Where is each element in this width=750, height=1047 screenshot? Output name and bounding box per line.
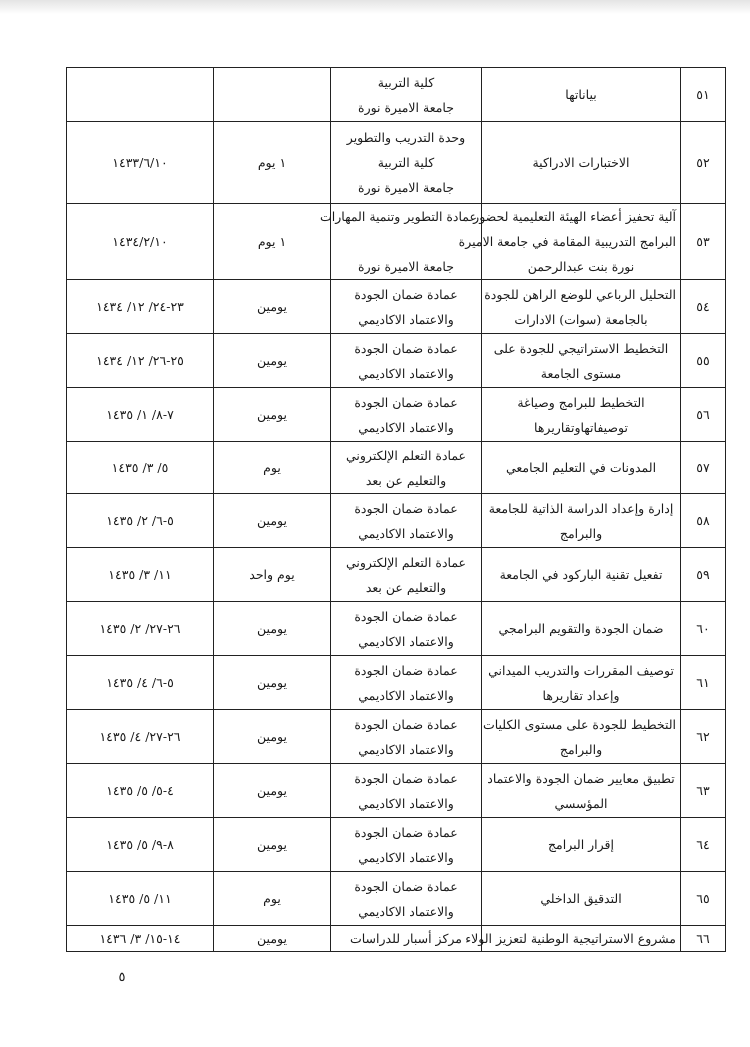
date-cell: ٧-٨/ ١/ ١٤٣٥ — [67, 388, 214, 442]
duration-cell: يوم — [214, 442, 331, 494]
org-line: وحدة التدريب والتطوير — [346, 130, 466, 145]
program-title-cell — [482, 334, 681, 388]
org-line: عمادة ضمان الجودة — [354, 340, 458, 356]
org-line: عمادة ضمان الجودة — [354, 716, 458, 732]
table-row — [67, 764, 726, 818]
table-row — [67, 818, 726, 872]
table-row — [67, 442, 726, 494]
organizer-cell — [331, 442, 482, 494]
table-row — [67, 68, 726, 122]
date-cell: ٢٣-٢٤/ ١٢/ ١٤٣٤ — [67, 280, 214, 334]
title-line: البرامج التدريبية المقامة في جامعة الاميرة — [458, 234, 676, 249]
duration-cell: يومين — [214, 388, 331, 442]
program-title-cell — [482, 656, 681, 710]
program-title-cell — [482, 818, 681, 872]
org-line: عمادة ضمان الجودة — [354, 394, 458, 410]
organizer-cell — [331, 388, 482, 442]
duration-cell: يومين — [214, 334, 331, 388]
organizer-cell — [331, 548, 482, 602]
organizer-cell — [331, 818, 482, 872]
title-line: التخطيط للبرامج وصياغة — [517, 394, 645, 410]
row-number-cell: ٦٥ — [681, 872, 726, 926]
org-line: عمادة ضمان الجودة — [354, 286, 458, 302]
date-cell: ١٤٣٤/٢/١٠ — [67, 204, 214, 280]
org-line: عمادة ضمان الجودة — [354, 608, 458, 624]
org-line: والاعتماد الاكاديمي — [358, 365, 454, 381]
program-title-cell — [482, 442, 681, 494]
title-line: التحليل الرباعي للوضع الراهن للجودة — [484, 286, 676, 302]
org-line: عمادة ضمان الجودة — [354, 824, 458, 840]
row-number-cell: ٦٢ — [681, 710, 726, 764]
org-line: والاعتماد الاكاديمي — [358, 419, 454, 435]
organizer-cell — [331, 764, 482, 818]
organizer-cell — [331, 602, 482, 656]
table-row — [67, 926, 726, 952]
date-cell: ١١/ ٣/ ١٤٣٥ — [67, 548, 214, 602]
title-line: آلية تحفيز أعضاء الهيئة التعليمية لحضور — [473, 209, 676, 224]
title-line: والبرامج — [559, 525, 603, 541]
table-row — [67, 494, 726, 548]
org-line: عمادة التطوير وتنمية المهارات — [319, 209, 477, 224]
table-row — [67, 656, 726, 710]
org-line: عمادة ضمان الجودة — [354, 662, 458, 678]
table-body — [67, 68, 726, 952]
training-records-table — [66, 67, 726, 952]
duration-cell: يومين — [214, 926, 331, 952]
title-line: التدقيق الداخلي — [540, 891, 622, 906]
row-number-cell: ٥٧ — [681, 442, 726, 494]
duration-cell: يومين — [214, 656, 331, 710]
title-line: توصيفاتهاوتقاريرها — [534, 419, 628, 435]
org-line: جامعة الاميرة نورة — [358, 99, 454, 115]
row-number-cell: ٥٢ — [681, 122, 726, 204]
org-line: والاعتماد الاكاديمي — [358, 633, 454, 649]
row-number-cell: ٦٠ — [681, 602, 726, 656]
row-number-cell: ٥١ — [681, 68, 726, 122]
row-number-cell: ٦٤ — [681, 818, 726, 872]
duration-cell: يومين — [214, 764, 331, 818]
title-line: التخطيط للجودة على مستوى الكليات — [482, 716, 676, 732]
title-line: مستوى الجامعة — [540, 365, 622, 381]
row-number-cell: ٥٩ — [681, 548, 726, 602]
org-line: والاعتماد الاكاديمي — [358, 525, 454, 541]
organizer-cell — [331, 122, 482, 204]
table-row — [67, 548, 726, 602]
program-title-cell — [482, 548, 681, 602]
organizer-cell — [331, 334, 482, 388]
row-number-cell: ٥٤ — [681, 280, 726, 334]
program-title-cell — [482, 764, 681, 818]
organizer-cell — [331, 280, 482, 334]
org-line: والاعتماد الاكاديمي — [358, 903, 454, 919]
org-line: جامعة الاميرة نورة — [358, 180, 454, 195]
org-line: والاعتماد الاكاديمي — [358, 741, 454, 757]
org-line: والاعتماد الاكاديمي — [358, 849, 454, 865]
title-line: المؤسسي — [554, 795, 608, 811]
table-row — [67, 388, 726, 442]
program-title-cell — [465, 926, 681, 952]
duration-cell: يومين — [214, 710, 331, 764]
org-line — [335, 229, 477, 254]
duration-cell: يوم — [214, 872, 331, 926]
row-number-cell: ٥٨ — [681, 494, 726, 548]
duration-cell: ١ يوم — [214, 204, 331, 280]
program-title-cell — [482, 494, 681, 548]
row-number-cell: ٦١ — [681, 656, 726, 710]
organizer-cell — [331, 926, 482, 952]
program-title-cell — [482, 872, 681, 926]
program-title-cell — [458, 204, 681, 280]
org-line: والاعتماد الاكاديمي — [358, 311, 454, 327]
date-cell: ١٤٣٣/٦/١٠ — [67, 122, 214, 204]
organizer-cell — [331, 710, 482, 764]
table-row — [67, 122, 726, 204]
title-line: الاختبارات الادراكية — [532, 155, 630, 170]
date-cell: ٥/ ٣/ ١٤٣٥ — [67, 442, 214, 494]
title-line: التخطيط الاستراتيجي للجودة على — [493, 340, 669, 356]
org-line: والاعتماد الاكاديمي — [358, 687, 454, 703]
organizer-cell — [331, 68, 482, 122]
row-number-cell: ٥٣ — [681, 204, 726, 280]
date-cell — [67, 68, 214, 122]
page-edge-shadow — [0, 0, 750, 14]
org-line: عمادة ضمان الجودة — [354, 770, 458, 786]
title-line: تفعيل تقنية الباركود في الجامعة — [499, 567, 663, 582]
duration-cell: يومين — [214, 280, 331, 334]
program-title-cell — [482, 68, 681, 122]
org-line: عمادة ضمان الجودة — [354, 878, 458, 894]
organizer-cell — [331, 656, 482, 710]
title-line: نورة بنت عبدالرحمن — [527, 259, 635, 274]
duration-cell: يوم واحد — [214, 548, 331, 602]
program-title-cell — [482, 710, 681, 764]
table-row — [67, 872, 726, 926]
duration-cell: ١ يوم — [214, 122, 331, 204]
duration-cell — [214, 68, 331, 122]
title-line: إقرار البرامج — [547, 837, 614, 852]
org-line: عمادة التعلم الإلكتروني — [345, 447, 466, 463]
program-title-cell — [482, 122, 681, 204]
title-line: توصيف المقررات والتدريب الميداني — [488, 662, 674, 678]
date-cell: ٢٦-٢٧/ ٤/ ١٤٣٥ — [67, 710, 214, 764]
date-cell: ١١/ ٥/ ١٤٣٥ — [67, 872, 214, 926]
title-line: بياناتها — [565, 87, 597, 102]
row-number-cell: ٦٣ — [681, 764, 726, 818]
org-line: عمادة التعلم الإلكتروني — [345, 554, 466, 570]
org-line: والتعليم عن بعد — [365, 472, 447, 488]
table-row — [67, 280, 726, 334]
page-number: ٥ — [118, 970, 126, 985]
row-number-cell: ٦٦ — [681, 926, 726, 952]
date-cell: ٢٥-٢٦/ ١٢/ ١٤٣٤ — [67, 334, 214, 388]
title-line: تطبيق معايير ضمان الجودة والاعتماد — [487, 770, 675, 786]
table-row — [67, 602, 726, 656]
title-line: بالجامعة (سوات) الادارات — [514, 311, 648, 327]
title-line: المدونات في التعليم الجامعي — [505, 460, 657, 475]
duration-cell: يومين — [214, 494, 331, 548]
duration-cell: يومين — [214, 602, 331, 656]
row-number-cell: ٥٥ — [681, 334, 726, 388]
title-line: وإعداد تقاريرها — [542, 687, 620, 703]
organizer-cell — [331, 872, 482, 926]
org-line: عمادة ضمان الجودة — [354, 500, 458, 516]
program-title-cell — [482, 388, 681, 442]
title-line: والبرامج — [559, 741, 603, 757]
org-line: كلية التربية — [377, 74, 435, 90]
program-title-cell — [482, 602, 681, 656]
date-cell: ٢٦-٢٧/ ٢/ ١٤٣٥ — [67, 602, 214, 656]
table-row — [67, 710, 726, 764]
org-line: كلية التربية — [377, 155, 435, 170]
program-title-cell — [482, 280, 681, 334]
org-line: والاعتماد الاكاديمي — [358, 795, 454, 811]
title-line: إدارة وإعداد الدراسة الذاتية للجامعة — [488, 500, 674, 516]
title-line: مشروع الاستراتيجية الوطنية لتعزيز الولاء — [465, 931, 676, 946]
table-row — [67, 334, 726, 388]
org-line: جامعة الاميرة نورة — [358, 259, 454, 274]
date-cell: ٥-٦/ ٢/ ١٤٣٥ — [67, 494, 214, 548]
date-cell: ٨-٩/ ٥/ ١٤٣٥ — [67, 818, 214, 872]
date-cell: ٤-٥/ ٥/ ١٤٣٥ — [67, 764, 214, 818]
org-line: والتعليم عن بعد — [365, 579, 447, 595]
date-cell: ٥-٦/ ٤/ ١٤٣٥ — [67, 656, 214, 710]
organizer-cell — [331, 494, 482, 548]
duration-cell: يومين — [214, 818, 331, 872]
title-line: ضمان الجودة والتقويم البرامجي — [498, 621, 664, 636]
table-row — [67, 204, 726, 280]
org-line: مركز أسبار للدراسات — [349, 931, 463, 946]
date-cell: ١٤-١٥/ ٣/ ١٤٣٦ — [67, 926, 214, 952]
row-number-cell: ٥٦ — [681, 388, 726, 442]
